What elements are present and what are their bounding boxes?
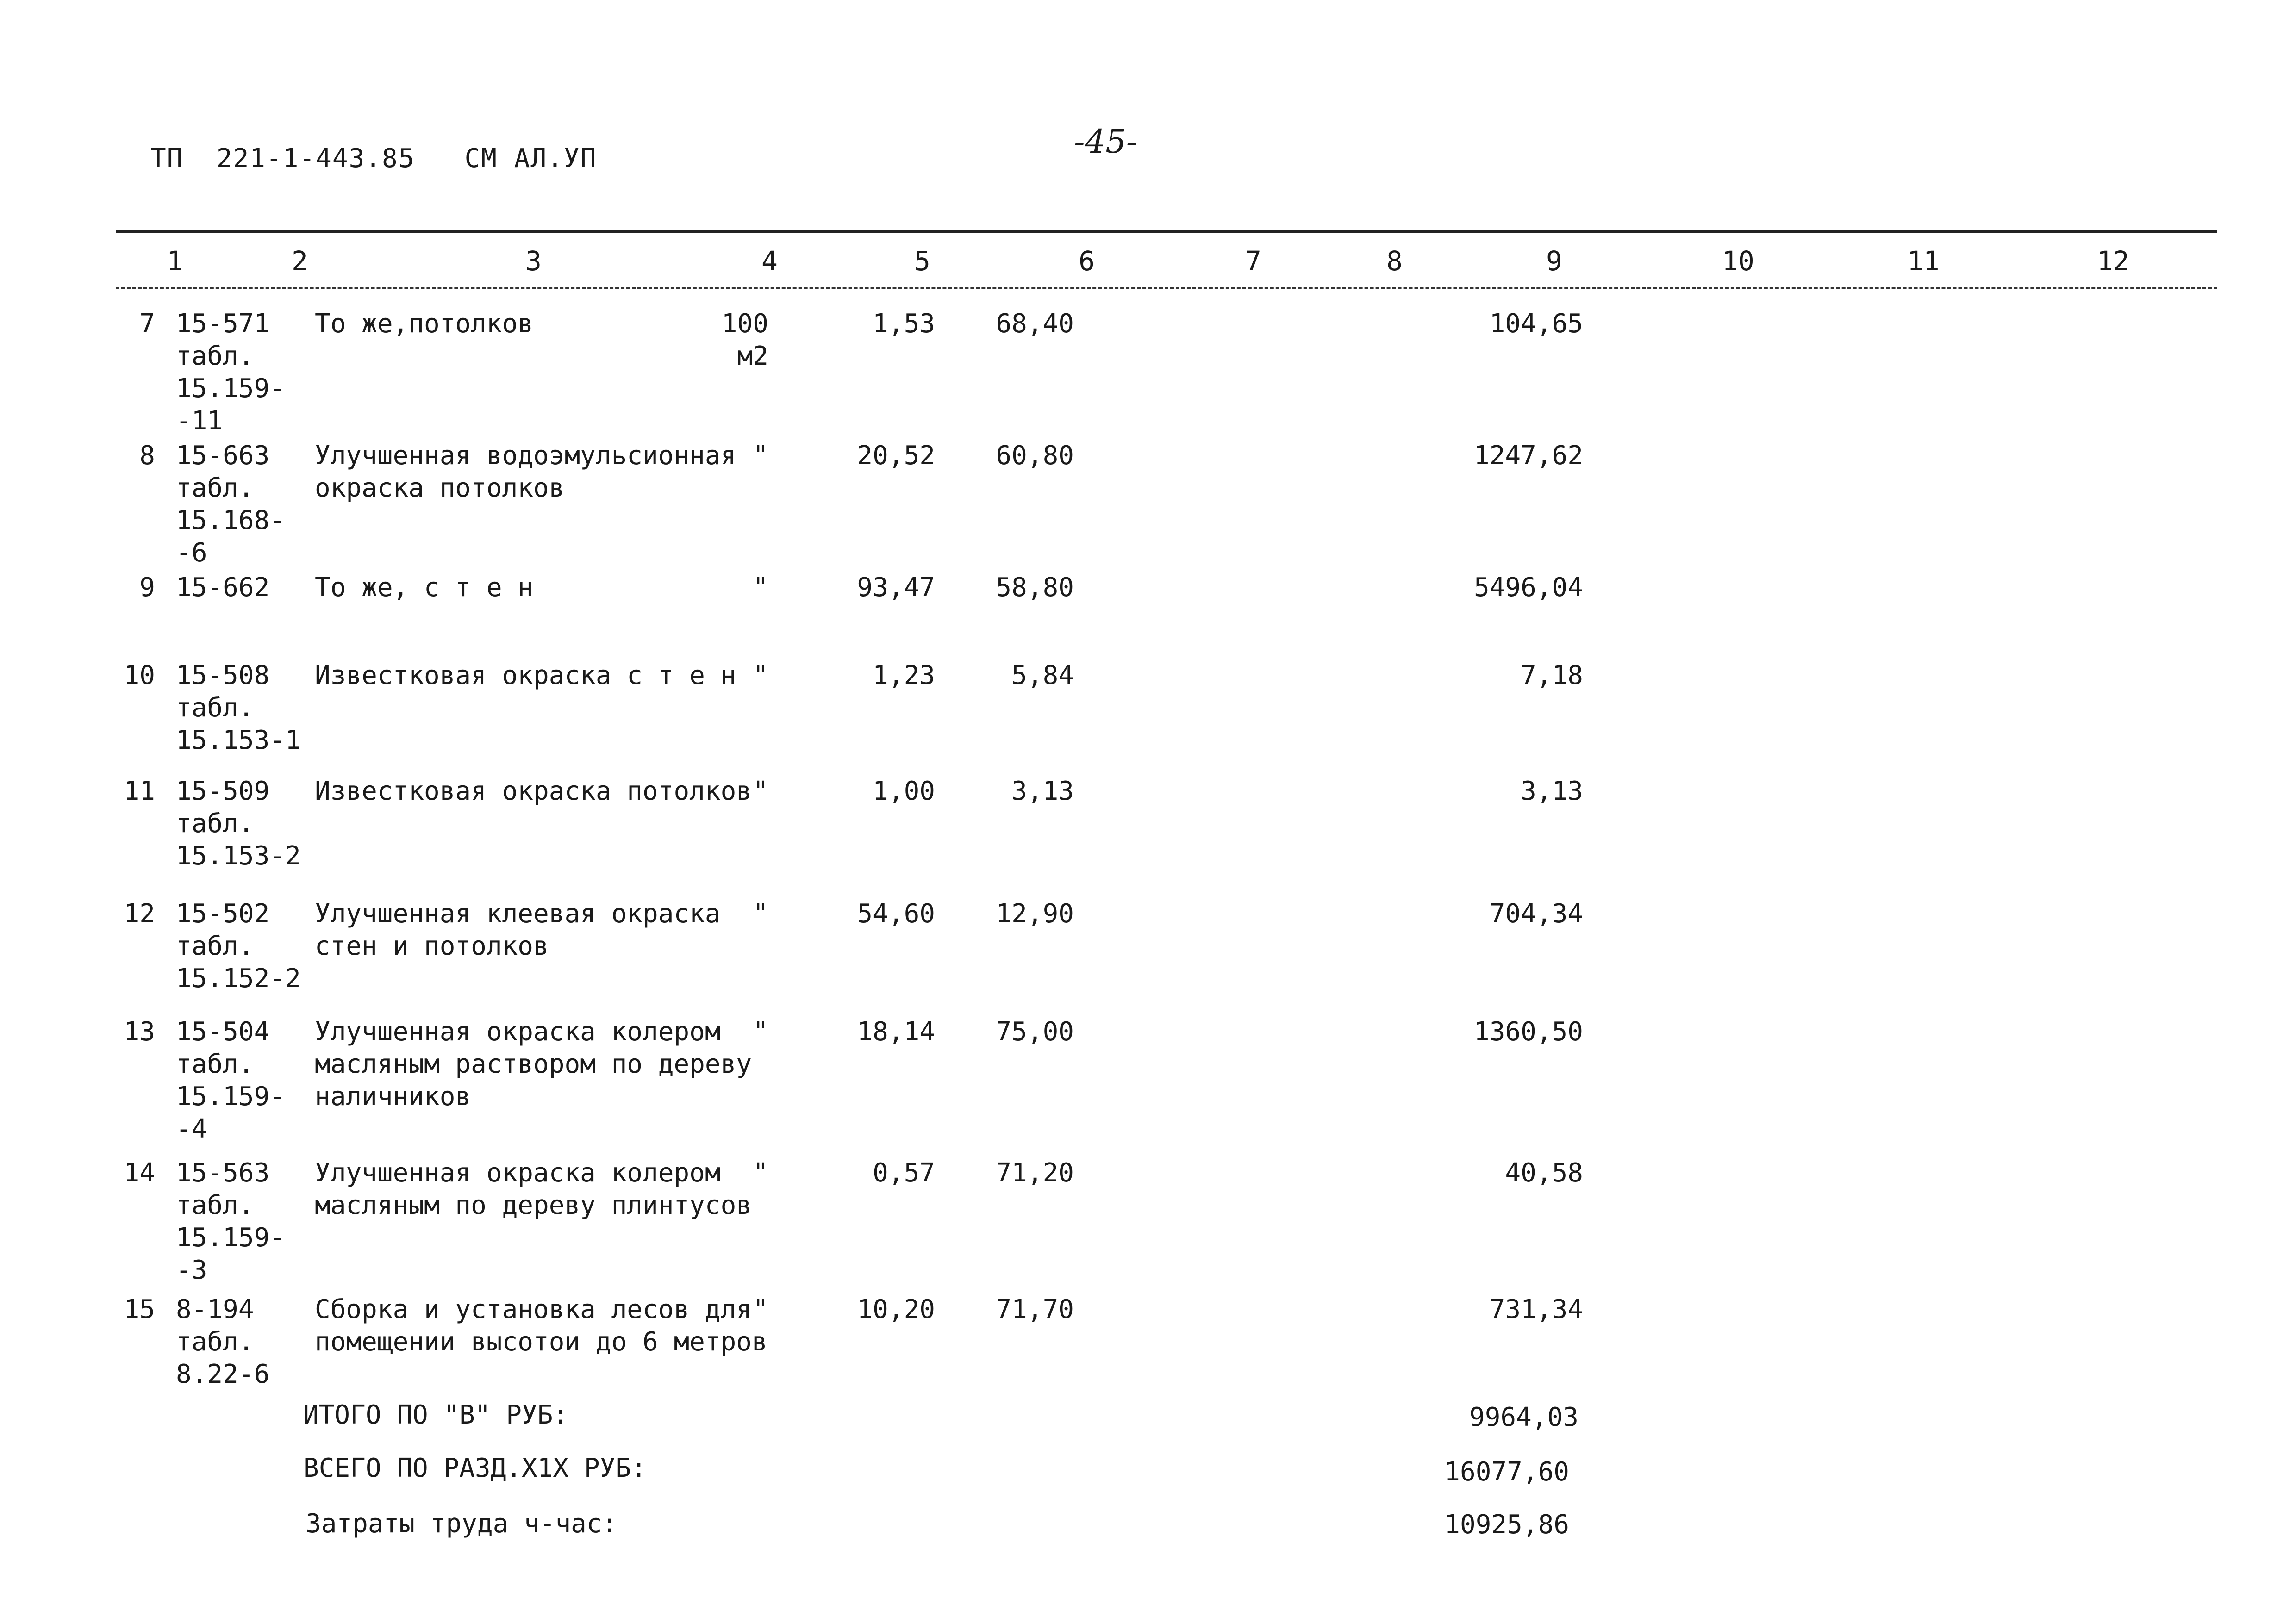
row-quantity: 1,00 (873, 776, 935, 806)
row-number: 12 (124, 899, 155, 929)
row-number: 8 (139, 441, 155, 471)
total-label: Затраты труда ч-час: (306, 1509, 618, 1539)
column-number: 10 (1722, 245, 1754, 277)
row-unit: " (753, 572, 768, 603)
row-description: Сборка и установка лесов для помещении высотои до 6 метров (315, 1294, 767, 1357)
row-unit: 100 м2 (721, 309, 768, 371)
row-quantity: 54,60 (857, 899, 935, 929)
row-total: 5496,04 (1473, 572, 1583, 603)
column-number: 8 (1386, 245, 1403, 277)
total-value: 10925,86 (1444, 1510, 1569, 1540)
row-description: Улучшенная окраска колером масляным раствором по дереву наличников (315, 1017, 752, 1112)
page-number: -45- (1074, 123, 1137, 161)
row-code: 15-662 (176, 572, 270, 603)
row-total: 40,58 (1505, 1158, 1583, 1188)
column-number: 7 (1245, 245, 1261, 277)
row-unit: " (753, 441, 768, 471)
row-quantity: 0,57 (873, 1158, 935, 1188)
row-unit-price: 3,13 (1011, 776, 1074, 806)
row-description: Известковая окраска с т е н (315, 660, 736, 690)
column-number: 4 (761, 245, 778, 277)
total-value: 9964,03 (1469, 1402, 1578, 1432)
row-quantity: 1,53 (873, 309, 935, 339)
row-unit: " (753, 899, 768, 929)
row-unit: " (753, 1017, 768, 1047)
row-number: 11 (124, 776, 155, 806)
row-total: 3,13 (1521, 776, 1583, 806)
column-number: 2 (292, 245, 308, 277)
row-unit-price: 71,70 (996, 1294, 1074, 1325)
row-quantity: 18,14 (857, 1017, 935, 1047)
row-description: То же,потолков (315, 309, 534, 339)
row-number: 10 (124, 660, 155, 690)
column-number: 5 (914, 245, 930, 277)
row-code: 15-509 табл. 15.153-2 (176, 776, 301, 871)
row-description: Улучшенная водоэмульсионная окраска потолков (315, 441, 736, 503)
row-unit-price: 5,84 (1011, 660, 1074, 690)
row-code: 15-563 табл. 15.159- -3 (176, 1158, 286, 1285)
row-total: 704,34 (1489, 899, 1583, 929)
column-number: 12 (2097, 245, 2129, 277)
column-number: 11 (1907, 245, 1940, 277)
row-total: 1247,62 (1473, 441, 1583, 471)
row-code: 15-571 табл. 15.159- -11 (176, 309, 286, 436)
row-unit: " (753, 1158, 768, 1188)
table-header-rule (116, 287, 2217, 289)
column-number: 3 (525, 245, 542, 277)
row-description: Известковая окраска потолков (315, 776, 752, 806)
row-quantity: 1,23 (873, 660, 935, 690)
column-number: 1 (167, 245, 183, 277)
row-description: То же, с т е н (315, 572, 534, 603)
row-unit-price: 60,80 (996, 441, 1074, 471)
row-number: 15 (124, 1294, 155, 1325)
row-code: 15-508 табл. 15.153-1 (176, 660, 301, 755)
row-unit: " (753, 660, 768, 690)
row-number: 14 (124, 1158, 155, 1188)
row-unit-price: 58,80 (996, 572, 1074, 603)
row-total: 731,34 (1489, 1294, 1583, 1325)
row-unit: " (753, 776, 768, 806)
row-quantity: 10,20 (857, 1294, 935, 1325)
total-label: ВСЕГО ПО РАЗД.Х1Х РУБ: (303, 1453, 647, 1483)
total-label: ИТОГО ПО "В" РУБ: (303, 1400, 569, 1430)
row-unit: " (753, 1294, 768, 1325)
table-top-rule (116, 230, 2217, 233)
row-total: 104,65 (1489, 309, 1583, 339)
row-code: 8-194 табл. 8.22-6 (176, 1294, 270, 1389)
total-value: 16077,60 (1444, 1457, 1569, 1487)
row-description: Улучшенная клеевая окраска стен и потолков (315, 899, 721, 961)
row-code: 15-663 табл. 15.168- -6 (176, 441, 286, 568)
row-description: Улучшенная окраска колером масляным по дереву плинтусов (315, 1158, 752, 1220)
row-unit-price: 71,20 (996, 1158, 1074, 1188)
row-code: 15-504 табл. 15.159- -4 (176, 1017, 286, 1144)
row-quantity: 93,47 (857, 572, 935, 603)
row-unit-price: 68,40 (996, 309, 1074, 339)
row-code: 15-502 табл. 15.152-2 (176, 899, 301, 994)
row-quantity: 20,52 (857, 441, 935, 471)
row-unit-price: 12,90 (996, 899, 1074, 929)
row-total: 7,18 (1521, 660, 1583, 690)
row-number: 9 (139, 572, 155, 603)
row-total: 1360,50 (1473, 1017, 1583, 1047)
column-number: 6 (1079, 245, 1095, 277)
row-number: 13 (124, 1017, 155, 1047)
document-code: ТП 221-1-443.85 СМ АЛ.УП (150, 143, 597, 174)
row-unit-price: 75,00 (996, 1017, 1074, 1047)
column-number: 9 (1546, 245, 1562, 277)
row-number: 7 (139, 309, 155, 339)
